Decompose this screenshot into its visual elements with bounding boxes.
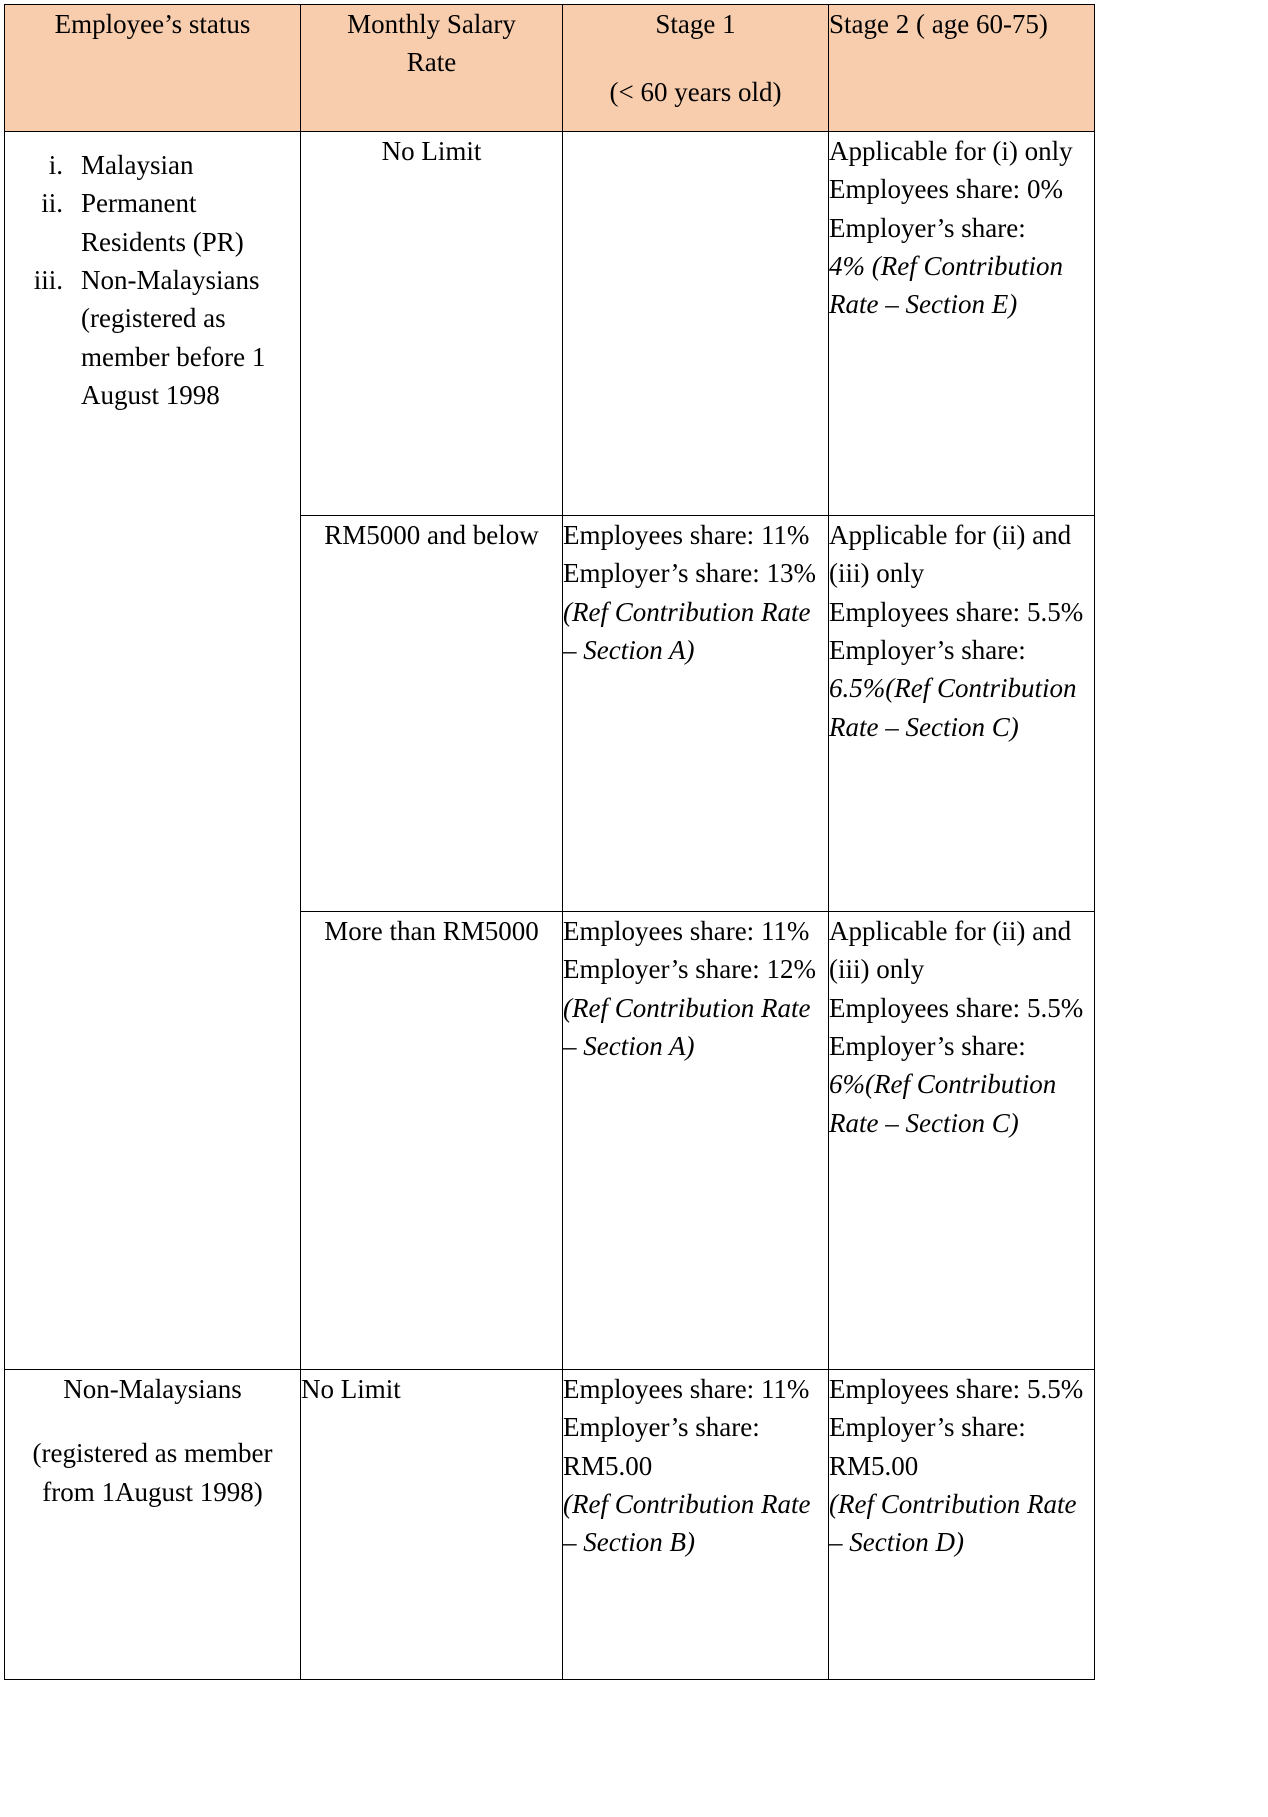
cell-employee-status-group1 [5, 132, 301, 1370]
cell-salary-rate-row2 [301, 516, 563, 912]
stage2-line: Employees share: 5.5% [829, 1374, 1084, 1404]
stage1-line: Employer’s share: 12% [563, 954, 816, 985]
list-marker: i. [48, 150, 63, 180]
header-monthly-salary-line2: Rate [406, 47, 457, 78]
header-cell-stage-2 [829, 5, 1095, 132]
table-row-group2 [5, 1370, 1095, 1680]
list-item [5, 146, 300, 184]
header-stage1-line2: (< 60 years old) [609, 77, 782, 108]
header-stage2-line1: Stage 2 ( age 60-75) [829, 9, 1048, 39]
header-stage1-line1: Stage 1 [655, 9, 736, 39]
stage1-line: Employer’s share: 13% [563, 558, 816, 589]
status-roman-list [5, 132, 300, 414]
stage2-line: Employer’s share: [829, 212, 1026, 243]
stage2-line: Applicable for (ii) and (iii) only [829, 916, 1072, 985]
stage2-line: Employer’s share: RM5.00 [829, 1412, 1026, 1481]
stage2-line: Applicable for (ii) and (iii) only [829, 520, 1072, 589]
stage2-line: Applicable for (i) only [829, 136, 1073, 166]
stage2-line: Employees share: 0% [829, 174, 1063, 205]
stage1-reference: (Ref Contribution Rate – Section A) [563, 596, 811, 665]
stage2-reference: (Ref Contribution Rate – Section D) [829, 1488, 1077, 1558]
header-cell-employee-status [5, 5, 301, 132]
stage2-reference: 4% (Ref Contribution Rate – Section E) [829, 250, 1063, 320]
list-item-label: Permanent Residents (PR) [81, 188, 244, 257]
table-header [5, 5, 1095, 132]
stage2-line: Employer’s share: [829, 634, 1026, 665]
cell-stage2-row3 [829, 912, 1095, 1370]
cell-salary-rate-row3 [301, 912, 563, 1370]
stage2-line: Employer’s share: [829, 1030, 1026, 1061]
stage2-reference: 6%(Ref Contribution Rate – Section C) [829, 1069, 1057, 1138]
header-cell-monthly-salary-rate [301, 5, 563, 132]
header-employee-status-line1: Employee’s status [54, 9, 251, 39]
stage1-line: Employees share: 11% [563, 916, 810, 946]
stage1-reference: (Ref Contribution Rate – Section B) [563, 1488, 811, 1558]
header-row [5, 5, 1095, 132]
cell-employee-status-group2 [5, 1370, 301, 1680]
cell-stage2-group2 [829, 1370, 1095, 1680]
list-marker: ii. [41, 188, 63, 219]
stage2-line: Employees share: 5.5% [829, 596, 1084, 627]
table-row-group1-row1 [5, 132, 1095, 516]
cell-stage1-group2 [563, 1370, 829, 1680]
header-cell-stage-1 [563, 5, 829, 132]
stage2-line: Employees share: 5.5% [829, 992, 1084, 1023]
list-item-label: Malaysian [81, 150, 194, 180]
cell-salary-rate-group2 [301, 1370, 563, 1680]
cell-stage1-row1 [563, 132, 829, 516]
cell-stage1-row2 [563, 516, 829, 912]
list-marker: iii. [33, 264, 63, 295]
salary-rate-value: No Limit [301, 1374, 401, 1404]
status-group2-line1: Non-Malaysians [63, 1374, 242, 1404]
salary-rate-value: RM5000 and below [324, 520, 539, 550]
stage1-line: Employees share: 11% [563, 1374, 810, 1404]
cell-stage2-row2 [829, 516, 1095, 912]
stage1-reference: (Ref Contribution Rate – Section A) [563, 992, 811, 1061]
spacer [5, 1408, 300, 1434]
table-body [5, 132, 1095, 1680]
stage2-reference: 6.5%(Ref Contribution Rate – Section C) [829, 673, 1077, 742]
header-monthly-salary-line1: Monthly Salary [347, 9, 516, 39]
list-item-label: Non-Malaysians (registered as member before 1 August 1998 [81, 264, 266, 410]
cell-stage2-row1 [829, 132, 1095, 516]
list-item [5, 184, 300, 261]
salary-rate-value: No Limit [381, 136, 482, 166]
epf-contribution-rate-table [4, 4, 1095, 1680]
cell-stage1-row3 [563, 912, 829, 1370]
salary-rate-value: More than RM5000 [324, 916, 539, 946]
list-item [5, 261, 300, 414]
stage1-line: Employer’s share: RM5.00 [563, 1412, 760, 1481]
cell-salary-rate-row1 [301, 132, 563, 516]
stage1-line: Employees share: 11% [563, 520, 810, 550]
status-group2-line2: (registered as member from 1August 1998) [32, 1438, 273, 1507]
